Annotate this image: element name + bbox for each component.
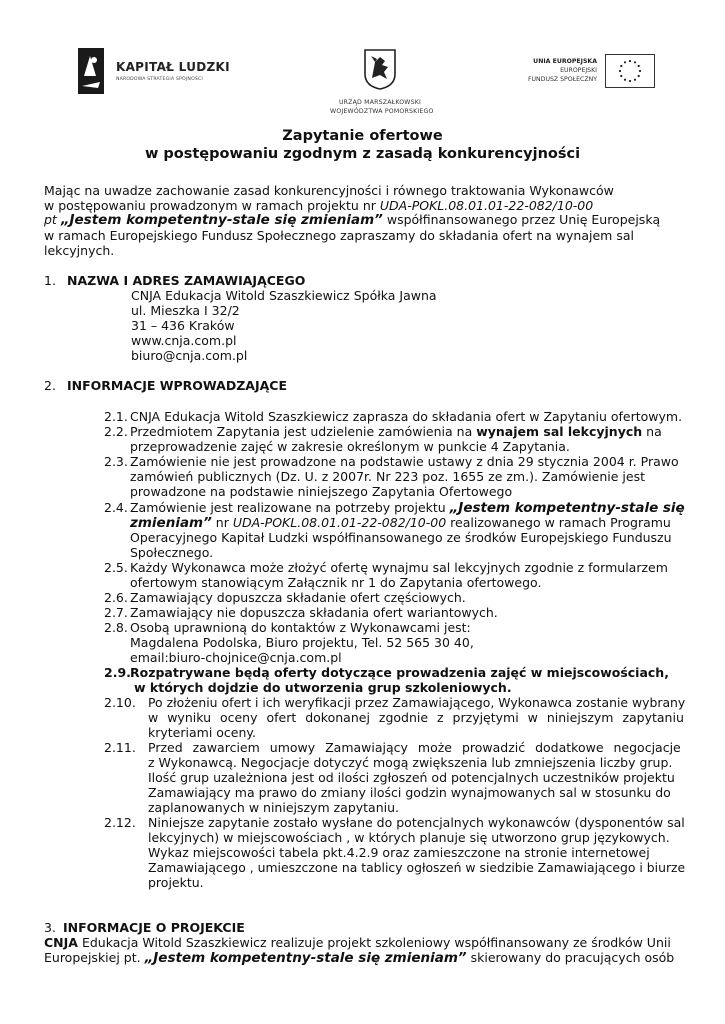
item-2-3-line2: zamówień publicznych (Dz. U. z 2007r. Nr 223 poz. 1655 ze zm.). Zamówienie jest (130, 469, 645, 484)
item-2-12-line5: projektu. (148, 875, 204, 890)
kapital-ludzki-subtitle: NARODOWA STRATEGIA SPÓJNOŚCI (116, 77, 203, 82)
section2-number: 2. (44, 378, 56, 393)
item-2-8-line1: Osobą uprawnioną do kontaktów z Wykonawcami jest: (130, 620, 471, 635)
intro-line5: lekcyjnych. (44, 243, 115, 258)
section1-heading: NAZWA I ADRES ZAMAWIAJĄCEGO (67, 273, 306, 288)
intro-line1: Mając na uwadze zachowanie zasad konkurencyjności i równego traktowania Wykonawców (44, 183, 614, 198)
urzad-marszalkowski-logo (330, 48, 434, 120)
intro-line3 (44, 212, 660, 228)
section3-heading: INFORMACJE O PROJEKCIE (63, 920, 245, 935)
intro-pt: pt (44, 212, 61, 227)
item-number: 2.6. (104, 590, 128, 605)
item-number: 2.3. (104, 454, 128, 469)
item-2-4-project-name: „Jestem kompetentny-stale się (449, 500, 685, 516)
item-2-12-line4: Zamawiającego , umieszczone na tablicy ogłoszeń w siedzibie Zamawiającego i biurze (148, 860, 686, 875)
intro-project-number: UDA-POKL.08.01.01-22-082/10-00 (379, 198, 594, 213)
item-2-2-emphasis: wynajem sal lekcyjnych (476, 424, 643, 439)
item-2-3-line3: prowadzone na podstawie niniejszego Zapytania Ofertowego (130, 484, 513, 499)
kapital-ludzki-logo (76, 46, 236, 98)
item-2-6-text: Zamawiający dopuszcza składanie ofert częściowych. (130, 590, 466, 605)
item-2-4-line3: Operacyjnego Kapitał Ludzki współfinansowanego ze środków Europejskiego Funduszu (130, 530, 672, 545)
item-2-11-line1: Przed zawarciem umowy Zamawiający może prowadzić dodatkowe negocjacje (148, 740, 681, 755)
item-number: 2.2. (104, 424, 128, 439)
item-2-4-line2 (130, 515, 671, 531)
address-website: www.cnja.com.pl (131, 333, 237, 348)
item-2-4-nr: nr (211, 515, 233, 530)
item-2-5-line2: ofertowym stanowiącym Załącznik nr 1 do Zapytania ofertowego. (130, 575, 542, 590)
address-email: biuro@cnja.com.pl (131, 348, 248, 363)
item-2-9-line2: w których dojdzie do utworzenia grup szkoleniowych. (134, 680, 512, 695)
intro-project-name: „Jestem kompetentny-stale się zmieniam” (60, 212, 383, 228)
item-2-11-line3: Ilość grup uzależniona jest od ilości zgłoszeń od potencjalnych uczestników projektu (148, 770, 675, 785)
item-2-4-project-name-end: zmieniam” (130, 515, 212, 531)
section3-company: CNJA (44, 935, 78, 950)
section3-line2 (44, 950, 674, 966)
item-2-5-line1: Każdy Wykonawca może złożyć ofertę wynajmu sal lekcyjnych zgodnie z formularzem (130, 560, 668, 575)
item-2-11-line2: z Wykonawcą. Negocjacje dotyczyć mogą zwiększenia lub zmniejszenia liczby grup. (148, 755, 673, 770)
item-number: 2.7. (104, 605, 128, 620)
section3-line2-text: Europejskiej pt. (44, 950, 145, 965)
item-2-10-line3: kryteriami oceny. (148, 725, 256, 740)
section3-project-name: „Jestem kompetentny-stale się zmieniam” (144, 950, 467, 966)
item-2-2-line2: przeprowadzenie zajęć w zakresie określonym w punkcie 4 Zapytania. (130, 439, 570, 454)
griffin-crest-icon (363, 48, 397, 90)
item-number: 2.9. (104, 665, 131, 680)
ue-line3: FUNDUSZ SPOŁECZNY (527, 76, 597, 83)
item-2-4-line4: Społecznego. (130, 545, 214, 560)
item-number: 2.5. (104, 560, 128, 575)
section2-heading: INFORMACJE WPROWADZAJĄCE (67, 378, 287, 393)
intro-line4: w ramach Europejskiego Fundusz Społecznego zapraszamy do składania ofert na wynajem sal (44, 228, 634, 243)
urzad-line1: URZĄD MARSZAŁKOWSKI (338, 99, 422, 106)
document-title: Zapytanie ofertowe (282, 128, 443, 144)
item-number: 2.8. (104, 620, 128, 635)
address-line: ul. Mieszka I 32/2 (131, 303, 240, 318)
eu-flag-icon (605, 54, 655, 88)
item-2-4-text-end: realizowanego w ramach Programu (446, 515, 671, 530)
kapital-ludzki-mark-icon (76, 46, 106, 96)
item-2-8-line2: Magdalena Podolska, Biuro projektu, Tel. 52 565 30 40, (130, 635, 474, 650)
item-2-11-line5: zaplanowanych w niniejszym zapytaniu. (148, 800, 400, 815)
item-number: 2.11. (104, 740, 136, 755)
item-2-8-email: email:biuro-chojnice@cnja.com.pl (130, 650, 342, 665)
item-number: 2.12. (104, 815, 136, 830)
section3-line1-text: Edukacja Witold Szaszkiewicz realizuje projekt szkoleniowy współfinansowany ze środków Unii (77, 935, 671, 950)
item-number: 2.1. (104, 409, 128, 424)
unia-europejska-logo (505, 52, 655, 92)
item-2-2-text: Przedmiotem Zapytania jest udzielenie zamówienia na (130, 424, 477, 439)
item-2-2-line1 (130, 424, 680, 439)
item-2-1-text: CNJA Edukacja Witold Szaszkiewicz zaprasza do składania ofert w Zapytaniu ofertowym. (130, 409, 683, 424)
item-2-10-line2: w wyniku oceny ofert dokonanej zgodnie z przyjętymi w niniejszym zapytaniu (148, 710, 684, 725)
intro-line3-text: współfinansowanego przez Unię Europejską (382, 212, 661, 227)
item-2-12-line1: Niniejsze zapytanie zostało wysłane do potencjalnych wykonawców (dysponentów sal (148, 815, 685, 830)
item-2-9-line1: Rozpatrywane będą oferty dotyczące prowadzenia zajęć w miejscowościach, (130, 665, 669, 680)
item-2-4-project-number: UDA-POKL.08.01.01-22-082/10-00 (232, 515, 447, 530)
address-line: 31 – 436 Kraków (131, 318, 235, 333)
urzad-line2: WOJEWÓDZTWA POMORSKIEGO (330, 108, 434, 115)
kapital-ludzki-title: KAPITAŁ LUDZKI (116, 60, 230, 74)
item-2-3-line1: Zamówienie nie jest prowadzone na podstawie ustawy z dnia 29 stycznia 2004 r. Prawo (130, 454, 679, 469)
section3-line1 (44, 935, 671, 950)
document-subtitle: w postępowaniu zgodnym z zasadą konkurencyjności (144, 146, 581, 162)
item-2-4-line1 (130, 500, 685, 516)
intro-line2-text: w postępowaniu prowadzonym w ramach projektu nr (44, 198, 380, 213)
item-2-12-line2: lekcyjnych) w miejscowościach , w których planuje się utworzono grup językowych. (148, 830, 670, 845)
item-2-10-line1: Po złożeniu ofert i ich weryfikacji przez Zamawiającego, Wykonawca zostanie wybrany (148, 695, 686, 710)
item-2-7-text: Zamawiający nie dopuszcza składania ofert wariantowych. (130, 605, 498, 620)
item-number: 2.4. (104, 500, 128, 515)
item-number: 2.10. (104, 695, 136, 710)
item-2-2-text-end: na (642, 424, 662, 439)
section1-number: 1. (44, 273, 56, 288)
section3-number: 3. (44, 920, 56, 935)
item-2-11-line4: Zamawiający ma prawo do zmiany ilości godzin wynajmowanych sal w stosunku do (148, 785, 671, 800)
intro-line2 (44, 198, 593, 213)
ue-line2: EUROPEJSKI (560, 67, 597, 74)
item-2-4-text: Zamówienie jest realizowane na potrzeby projektu (130, 500, 450, 515)
address-line: CNJA Edukacja Witold Szaszkiewicz Spółka Jawna (131, 288, 437, 303)
ue-line1: UNIA EUROPEJSKA (533, 58, 597, 65)
item-2-12-line3: Wykaz miejscowości tabela pkt.4.2.9 oraz zamieszczone na stronie internetowej (148, 845, 650, 860)
section3-line2-end: skierowany do pracujących osób (466, 950, 675, 965)
